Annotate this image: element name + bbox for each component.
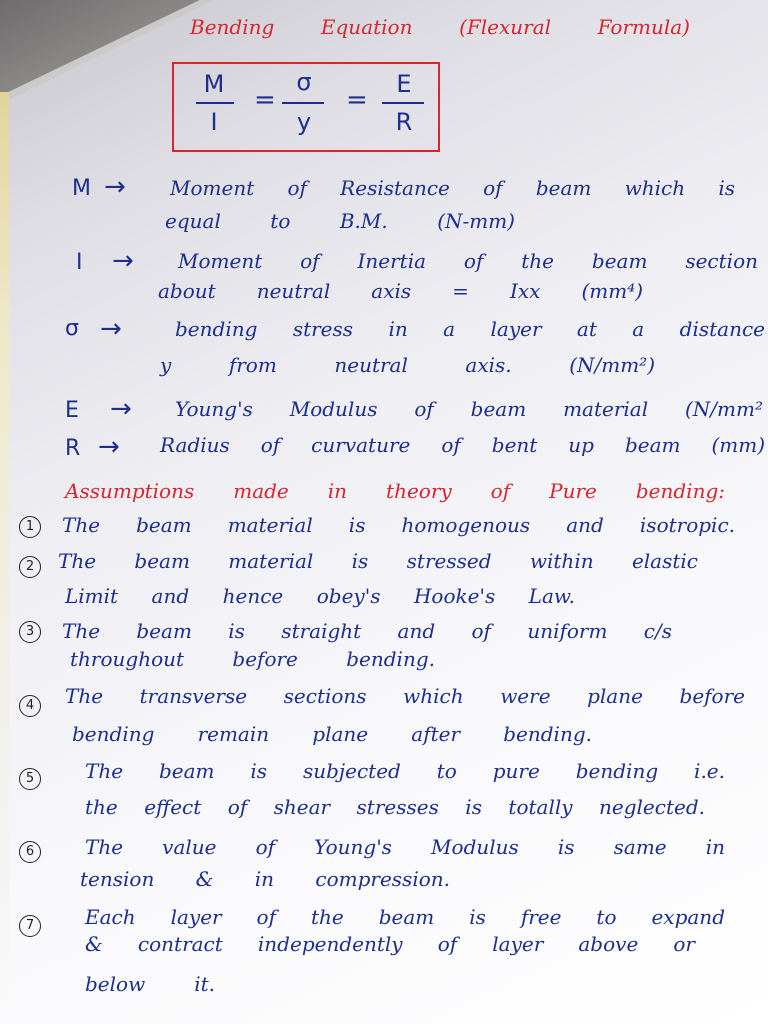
assumption-line: The beam is subjected to pure bending i.e. xyxy=(85,759,725,783)
number-badge: 5 xyxy=(19,768,41,790)
definition-symbol: R xyxy=(65,436,81,461)
definition-line: Moment of Resistance of beam which is xyxy=(170,176,735,200)
assumptions-heading: Assumptions made in theory of Pure bending: xyxy=(65,479,725,503)
arrow-icon: → xyxy=(98,432,120,462)
page-title: Bending Equation (Flexural Formula) xyxy=(190,15,690,39)
assumption-line: tension & in compression. xyxy=(80,867,450,891)
definition-line: bending stress in a layer at a distance xyxy=(175,317,765,341)
definition-symbol: E xyxy=(65,398,79,423)
equation-inertia: I xyxy=(210,108,218,136)
fraction-bar xyxy=(196,102,234,104)
equation-radius: R xyxy=(395,108,413,136)
number-badge: 7 xyxy=(19,915,41,937)
assumption-line: below it. xyxy=(85,972,215,996)
number-badge: 2 xyxy=(19,556,41,578)
definition-line: equal to B.M. (N-mm) xyxy=(165,209,515,233)
assumption-line: The beam material is homogenous and isotropic. xyxy=(62,513,735,537)
definition-line: Young's Modulus of beam material (N/mm² xyxy=(175,397,763,421)
assumption-line: Each layer of the beam is free to expand xyxy=(85,905,725,929)
paper-edge-shadow xyxy=(0,92,9,1024)
fraction-bar xyxy=(382,102,424,104)
assumption-line: throughout before bending. xyxy=(70,647,435,671)
fraction-bar xyxy=(282,102,324,104)
definition-line: Moment of Inertia of the beam section xyxy=(178,249,758,273)
definition-line: y from neutral axis. (N/mm²) xyxy=(160,353,655,377)
number-badge: 4 xyxy=(19,695,41,717)
arrow-icon: → xyxy=(112,246,134,276)
assumption-line: bending remain plane after bending. xyxy=(72,722,592,746)
arrow-icon: → xyxy=(100,314,122,344)
number-badge: 1 xyxy=(19,516,41,538)
assumption-line: the effect of shear stresses is totally neglected. xyxy=(85,795,705,819)
assumption-line: The value of Young's Modulus is same in xyxy=(85,835,725,859)
equation-modulus: E xyxy=(396,70,412,98)
arrow-icon: → xyxy=(110,394,132,424)
assumption-line: The beam is straight and of uniform c/s xyxy=(62,619,672,643)
equation-moment: M xyxy=(203,70,225,98)
equals-sign: = xyxy=(254,85,276,115)
definition-symbol: σ xyxy=(65,316,79,341)
definition-symbol: I xyxy=(76,250,83,275)
number-badge: 3 xyxy=(19,621,41,643)
equation-box xyxy=(172,62,440,152)
equation-distance: y xyxy=(296,108,312,136)
equals-sign: = xyxy=(346,85,368,115)
assumption-line: & contract independently of layer above or xyxy=(85,932,695,956)
arrow-icon: → xyxy=(104,172,126,202)
definition-line: Radius of curvature of bent up beam (mm) xyxy=(160,433,765,457)
number-badge: 6 xyxy=(19,841,41,863)
equation-stress: σ xyxy=(296,68,312,96)
definition-line: about neutral axis = Ixx (mm⁴) xyxy=(158,279,643,303)
assumption-line: Limit and hence obey's Hooke's Law. xyxy=(65,584,575,608)
assumption-line: The beam material is stressed within elastic xyxy=(58,549,698,573)
assumption-line: The transverse sections which were plane before xyxy=(65,684,745,708)
definition-symbol: M xyxy=(72,176,91,201)
